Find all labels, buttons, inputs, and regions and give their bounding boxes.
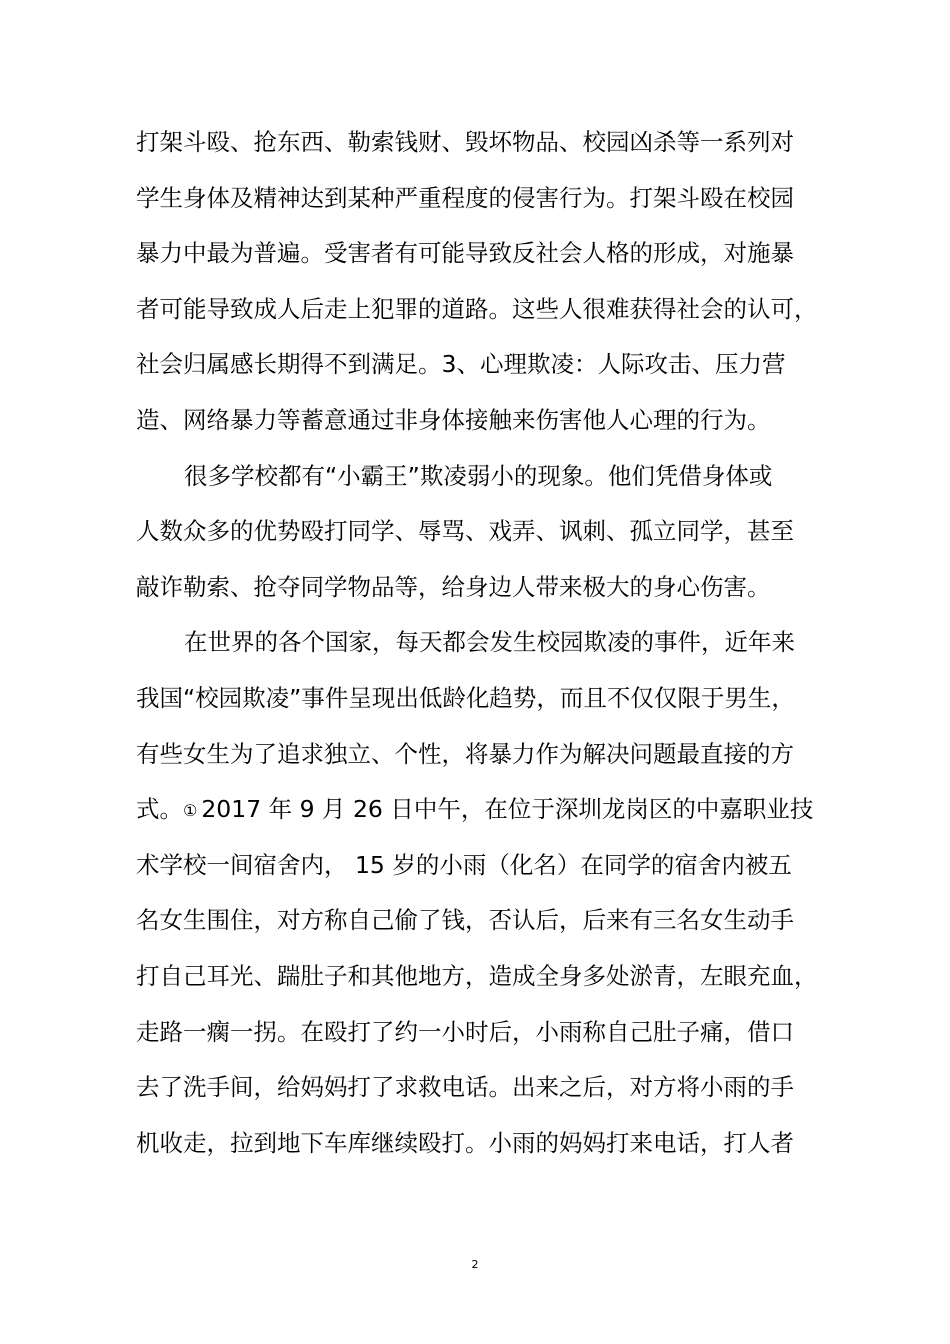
text-line: 打架斗殴、抢东西、勒索钱财、毁坏物品、校园凶杀等一系列对 <box>136 128 794 156</box>
text-segment: 2017 年 9 月 26 日中午，在位于深圳龙岗区的中嘉职业技 <box>201 795 814 824</box>
text-line: 社会归属感长期得不到满足。3、心理欺凌：人际攻击、压力营 <box>136 350 786 379</box>
footnote-marker: ① <box>183 801 198 821</box>
text-line: 走路一瘸一拐。在殴打了约一小时后，小雨称自己肚子痛，借口 <box>136 1017 794 1046</box>
page-number: 2 <box>471 1258 479 1271</box>
text-line: 敲诈勒索、抢夺同学物品等，给身边人带来极大的身心伤害。 <box>136 572 771 601</box>
text-line: 名女生围住，对方称自己偷了钱，否认后，后来有三名女生动手 <box>136 906 794 935</box>
body-text <box>136 120 836 1176</box>
text-line: 去了洗手间，给妈妈打了求救电话。出来之后，对方将小雨的手 <box>136 1073 794 1102</box>
text-line: 者可能导致成人后走上犯罪的道路。这些人很难获得社会的认可， <box>136 294 818 323</box>
text-line: 机收走，拉到地下车库继续殴打。小雨的妈妈打来电话，打人者 <box>136 1128 794 1157</box>
text-line: 人数众多的优势殴打同学、辱骂、戏弄、讽刺、孤立同学，甚至 <box>136 517 794 546</box>
text-line: 打自己耳光、踹肚子和其他地方，造成全身多处淤青，左眼充血， <box>136 961 818 990</box>
text-line: 学生身体及精神达到某种严重程度的侵害行为。打架斗殴在校园 <box>136 183 794 212</box>
paragraph-first-line: 在世界的各个国家，每天都会发生校园欺凌的事件，近年来 <box>184 628 795 657</box>
text-segment: 式。 <box>136 795 183 824</box>
text-line: 有些女生为了追求独立、个性，将暴力作为解决问题最直接的方 <box>136 739 794 768</box>
text-line: 术学校一间宿舍内， 15 岁的小雨（化名）在同学的宿舍内被五 <box>136 850 792 879</box>
text-line: 造、网络暴力等蓄意通过非身体接触来伤害他人心理的行为。 <box>136 405 771 434</box>
text-line <box>136 787 836 843</box>
text-line: 我国“校园欺凌”事件呈现出低龄化趋势，而且不仅仅限于男生， <box>136 683 795 712</box>
text-line: 暴力中最为普遍。受害者有可能导致反社会人格的形成，对施暴 <box>136 239 794 268</box>
paragraph-first-line: 很多学校都有“小霸王”欺凌弱小的现象。他们凭借身体或 <box>184 461 773 490</box>
